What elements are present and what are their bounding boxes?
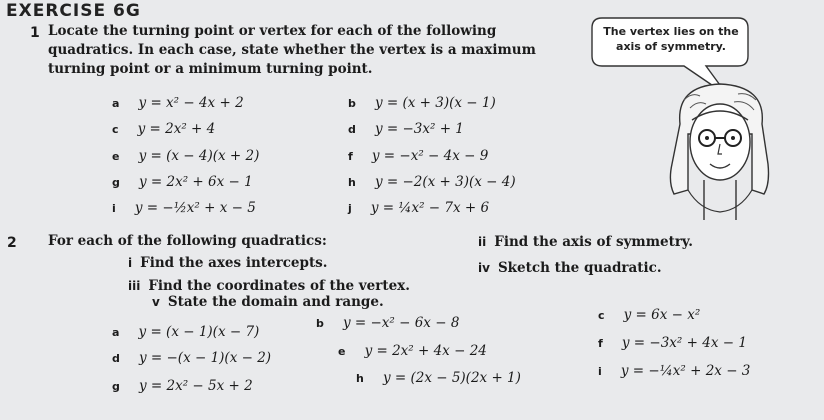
q1-part-equation: y = −3x² + 1 (374, 121, 464, 137)
q1-part-label: b (348, 97, 356, 110)
q1-part-equation: y = (x + 3)(x − 1) (374, 95, 496, 111)
q2-part-label: c (598, 309, 605, 322)
q1-part-g (112, 171, 253, 190)
q1-part-a (112, 92, 244, 111)
q2-task-i (128, 255, 327, 271)
task-roman: iv (478, 261, 490, 275)
q2-part-label: i (598, 365, 602, 378)
q1-part-label: c (112, 123, 119, 136)
q2-part-equation: y = 2x² − 5x + 2 (138, 378, 253, 394)
task-text: Find the axis of symmetry. (494, 234, 693, 250)
q2-part-equation: y = (x − 1)(x − 7) (138, 324, 260, 340)
q1-part-label: h (348, 176, 356, 189)
tip-line-1: The vertex lies on the (603, 25, 739, 38)
task-text: Find the coordinates of the vertex. (148, 278, 410, 294)
q1-part-equation: y = ¼x² − 7x + 6 (370, 200, 490, 216)
q2-part-equation: y = 2x² + 4x − 24 (364, 343, 487, 359)
q1-part-equation: y = 2x² + 6x − 1 (138, 174, 253, 190)
cartoon-character-icon (670, 84, 768, 220)
q1-intro (48, 22, 536, 79)
q2-part-equation: y = (2x − 5)(2x + 1) (382, 370, 521, 386)
tip-line-2: axis of symmetry. (616, 40, 726, 53)
q2-part-h (356, 367, 521, 386)
q1-intro-line-2: quadratics. In each case, state whether the vertex is a maximum (48, 42, 536, 58)
task-roman: i (128, 256, 133, 270)
q2-part-label: f (598, 337, 603, 350)
q1-part-label: i (112, 202, 116, 215)
q1-part-equation: y = −½x² + x − 5 (134, 200, 256, 216)
q2-task-iv (478, 260, 662, 276)
q2-part-label: e (338, 345, 346, 358)
q1-part-h (348, 171, 516, 190)
q2-task-v (152, 294, 384, 310)
q2-part-label: d (112, 352, 120, 365)
tip-text (596, 24, 746, 54)
q2-part-label: a (112, 326, 120, 339)
q2-part-label: b (316, 317, 324, 330)
q2-part-label: h (356, 372, 364, 385)
q1-intro-line-1: Locate the turning point or vertex for each of the following (48, 23, 497, 39)
exercise-heading: EXERCISE 6G (6, 1, 141, 21)
q2-part-g (112, 375, 253, 394)
q1-part-label: d (348, 123, 356, 136)
q2-part-a (112, 321, 259, 340)
task-text: Sketch the quadratic. (497, 260, 662, 276)
q2-task-ii (478, 234, 693, 250)
q2-part-e (338, 340, 487, 359)
q2-part-i (598, 360, 750, 379)
q1-part-equation: y = x² − 4x + 2 (138, 95, 244, 111)
q1-part-equation: y = −x² − 4x − 9 (371, 148, 489, 164)
q1-part-j (348, 197, 489, 216)
task-roman: ii (478, 235, 487, 249)
q1-part-equation: y = −2(x + 3)(x − 4) (374, 174, 516, 190)
q1-part-label: g (112, 176, 120, 189)
q2-part-label: g (112, 380, 120, 393)
q1-number: 1 (30, 25, 40, 41)
q1-part-d (348, 118, 464, 137)
q2-part-equation: y = −x² − 6x − 8 (342, 315, 460, 331)
q1-part-label: a (112, 97, 120, 110)
q2-part-b (316, 312, 459, 331)
q1-part-label: e (112, 150, 120, 163)
task-roman: iii (128, 279, 141, 293)
q1-part-label: f (348, 150, 353, 163)
q1-part-e (112, 145, 259, 164)
q2-intro: For each of the following quadratics: (48, 233, 327, 249)
q1-part-label: j (348, 202, 352, 215)
q2-part-equation: y = −3x² + 4x − 1 (621, 335, 747, 351)
q2-part-equation: y = 6x − x² (623, 307, 701, 323)
q1-part-c (112, 118, 215, 137)
q1-part-b (348, 92, 496, 111)
task-text: State the domain and range. (167, 294, 384, 310)
q2-part-f (598, 332, 747, 351)
q2-part-equation: y = −(x − 1)(x − 2) (138, 350, 272, 366)
q2-part-d (112, 347, 271, 366)
q1-part-equation: y = 2x² + 4 (137, 121, 216, 137)
q1-part-f (348, 145, 488, 164)
task-text: Find the axes intercepts. (140, 255, 328, 271)
q1-intro-line-3: turning point or a minimum turning point. (48, 61, 373, 77)
q1-part-i (112, 197, 256, 216)
q2-part-c (598, 304, 700, 323)
q1-part-equation: y = (x − 4)(x + 2) (138, 148, 260, 164)
q2-number: 2 (7, 235, 17, 251)
q2-task-iii (128, 278, 410, 294)
task-roman: v (152, 295, 160, 309)
q2-part-equation: y = −¼x² + 2x − 3 (620, 363, 751, 379)
